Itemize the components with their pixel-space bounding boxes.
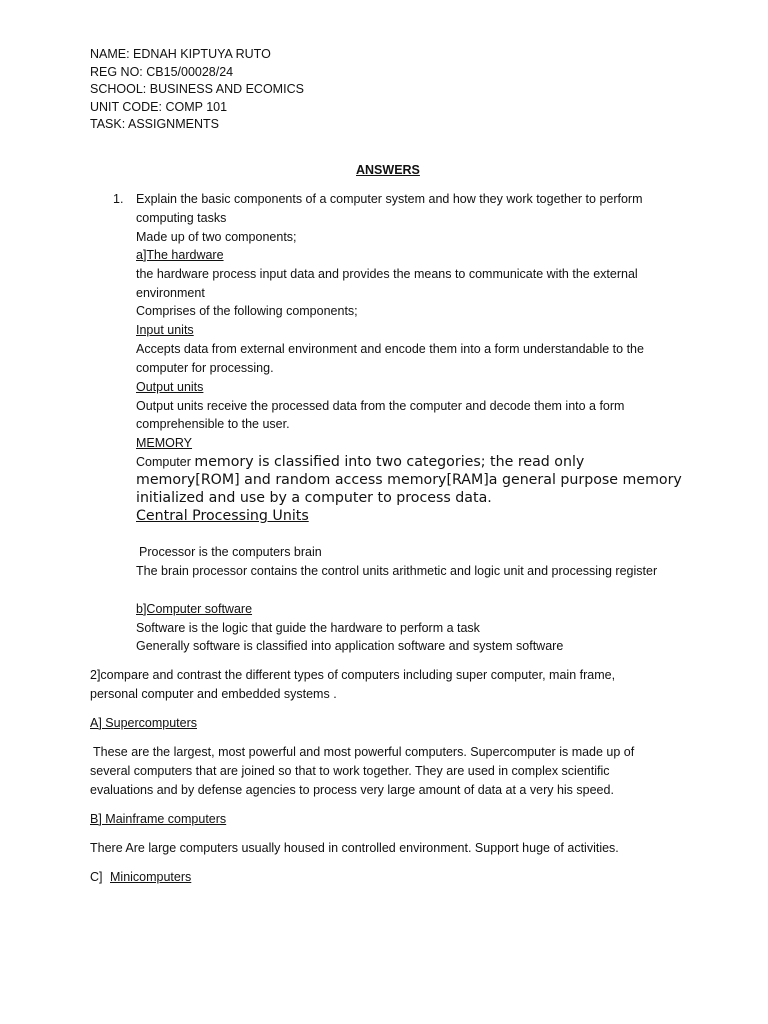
answers-title: ANSWERS <box>356 163 420 177</box>
minicomputers-prefix: C] <box>90 870 103 884</box>
q2-question-line: 2]compare and contrast the different types of computers including super computer, main frame, <box>90 668 616 682</box>
supercomputers-heading: A] Supercomputers <box>90 716 197 730</box>
output-units-heading: Output units <box>136 380 204 394</box>
supercomputers-text: evaluations and by defense agencies to process very large amount of data at a very his speed. <box>90 783 614 797</box>
comprises-text: Comprises of the following components; <box>136 304 358 318</box>
memory-text: initialized and use by a computer to process data. <box>136 490 492 506</box>
input-units-text: computer for processing. <box>136 361 274 375</box>
student-name: NAME: EDNAH KIPTUYA RUTO <box>90 47 271 61</box>
memory-text: memory[ROM] and random access memory[RAM]a general purpose memory <box>136 472 682 488</box>
mainframe-heading: B] Mainframe computers <box>90 812 227 826</box>
mainframe-text: There Are large computers usually housed in controlled environment. Support huge of activities. <box>90 841 619 855</box>
hardware-text: environment <box>136 286 205 300</box>
software-text: Software is the logic that guide the hardware to perform a task <box>136 621 480 635</box>
q1-question-line: Explain the basic components of a computer system and how they work together to perform <box>136 192 643 206</box>
input-units-heading: Input units <box>136 323 194 337</box>
minicomputers-heading: Minicomputers <box>110 870 192 884</box>
hardware-text: the hardware process input data and provides the means to communicate with the external <box>136 267 638 281</box>
school-name: SCHOOL: BUSINESS AND ECOMICS <box>90 82 304 96</box>
q1-question-line: computing tasks <box>136 211 227 225</box>
supercomputers-text: several computers that are joined so that to work together. They are used in complex scientific <box>90 764 610 778</box>
software-text: Generally software is classified into application software and system software <box>136 639 564 653</box>
q1-intro: Made up of two components; <box>136 230 297 244</box>
memory-text: memory is classified into two categories; the read only <box>194 454 585 470</box>
reg-number: REG NO: CB15/00028/24 <box>90 65 234 79</box>
hardware-heading: a]The hardware <box>136 248 224 262</box>
unit-code: UNIT CODE: COMP 101 <box>90 100 228 114</box>
cpu-text: Processor is the computers brain <box>139 545 322 559</box>
cpu-heading: Central Processing Units <box>136 508 309 524</box>
output-units-text: comprehensible to the user. <box>136 417 290 431</box>
task-label: TASK: ASSIGNMENTS <box>90 117 219 131</box>
input-units-text: Accepts data from external environment and encode them into a form understandable to the <box>136 342 644 356</box>
memory-text-line <box>136 453 584 471</box>
memory-heading: MEMORY <box>136 436 193 450</box>
cpu-text: The brain processor contains the control units arithmetic and logic unit and processing register <box>136 564 658 578</box>
q1-number: 1. <box>113 192 124 206</box>
q2-question-line: personal computer and embedded systems . <box>90 687 337 701</box>
software-heading: b]Computer software <box>136 602 253 616</box>
memory-word: Computer <box>136 455 191 469</box>
supercomputers-text: These are the largest, most powerful and most powerful computers. Supercomputer is made up of <box>93 745 635 759</box>
output-units-text: Output units receive the processed data from the computer and decode them into a form <box>136 399 625 413</box>
